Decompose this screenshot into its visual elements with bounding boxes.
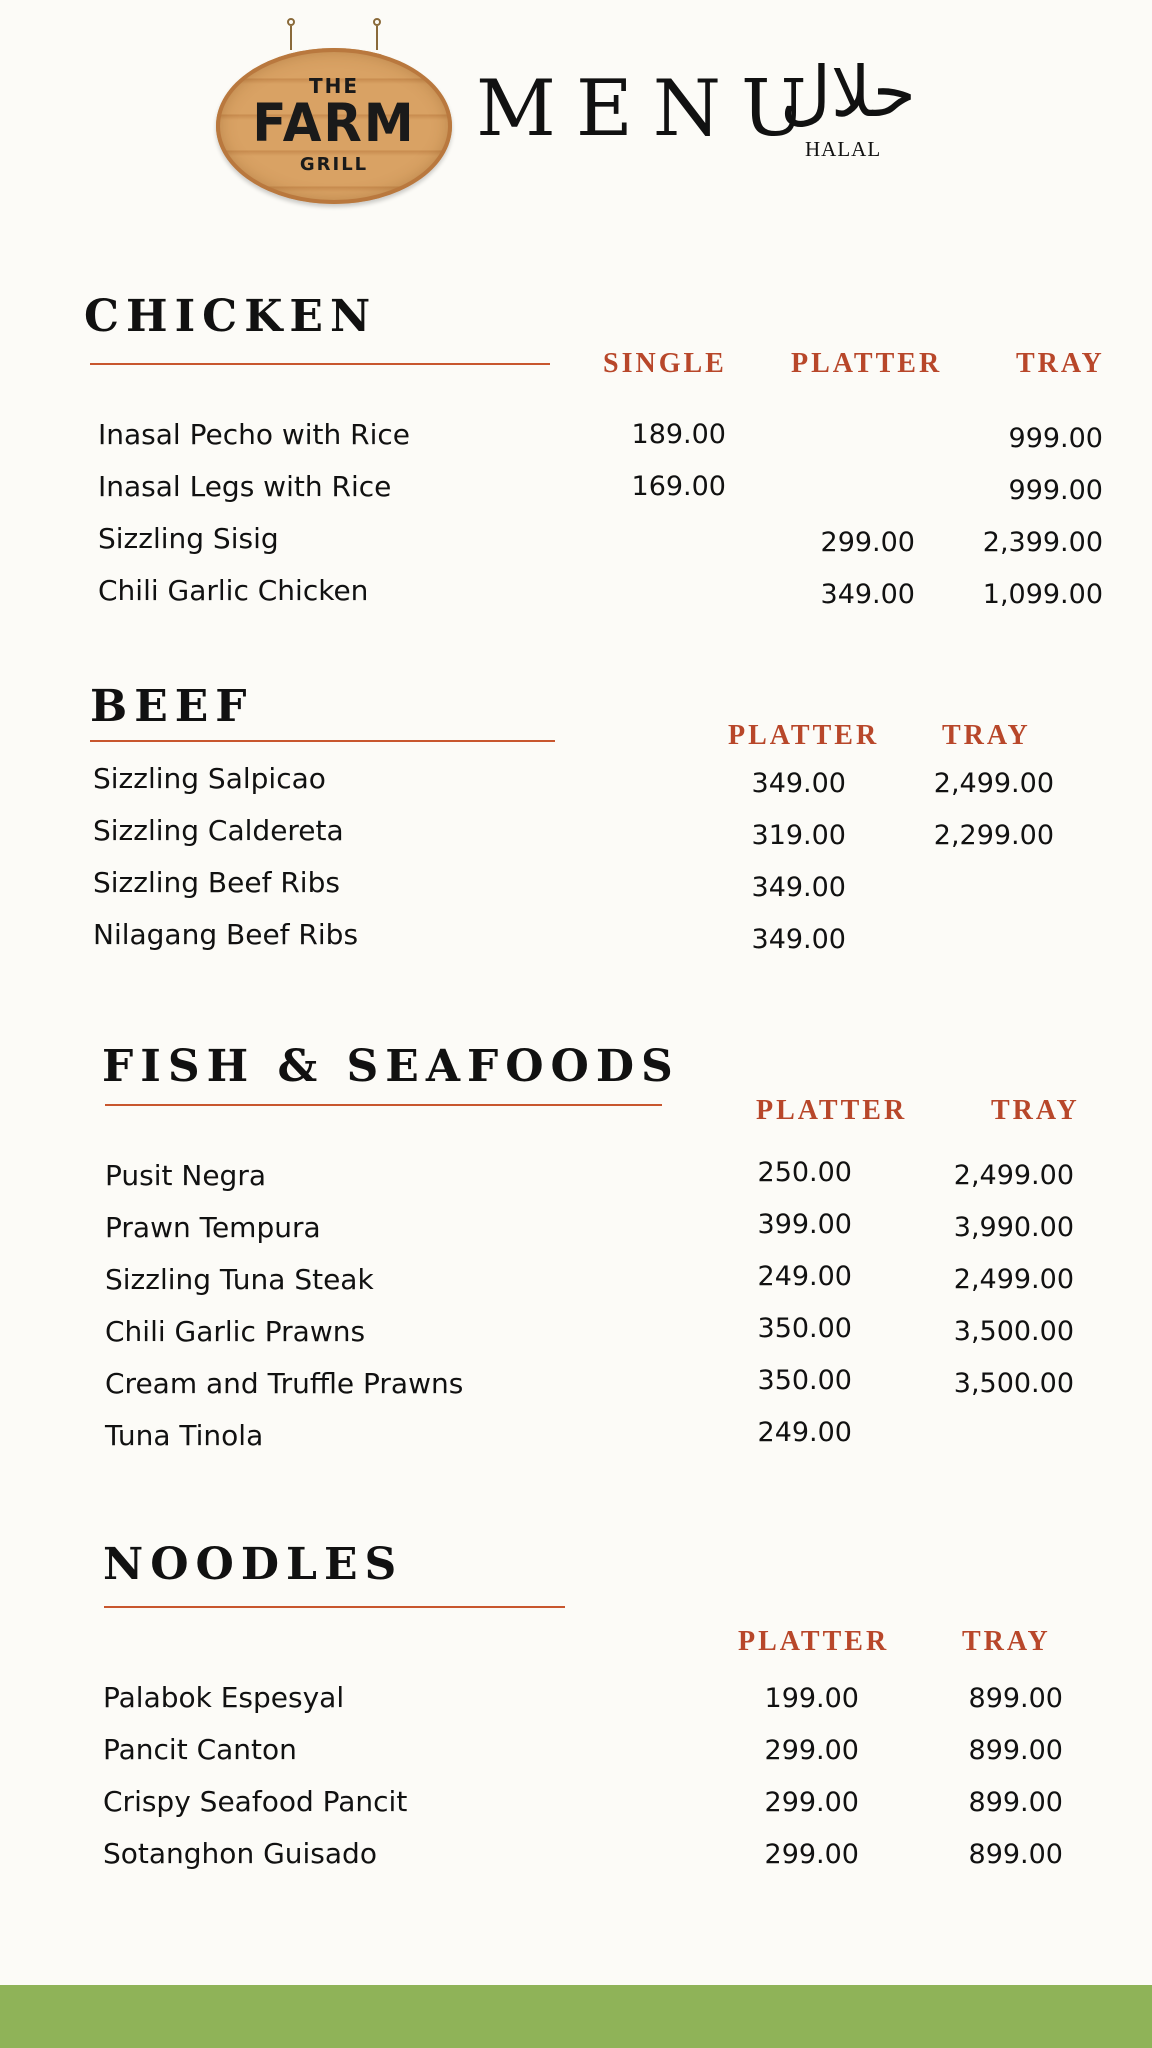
item-name: Chili Garlic Prawns: [105, 1315, 366, 1348]
price-platter: 249.00: [757, 1261, 852, 1292]
price-tray: 899.00: [968, 1735, 1063, 1766]
item-name: Cream and Truffle Prawns: [105, 1367, 464, 1400]
column-header-single: SINGLE: [603, 348, 727, 379]
halal-label: HALAL: [805, 137, 882, 161]
item-name: Pancit Canton: [103, 1733, 297, 1766]
price-platter: 299.00: [820, 527, 915, 558]
price-platter: 249.00: [757, 1417, 852, 1448]
price-platter: 349.00: [751, 924, 846, 955]
item-name: Sizzling Salpicao: [93, 762, 326, 795]
item-name: Nilagang Beef Ribs: [93, 918, 359, 951]
section-title-seafood: FISH & SEAFOODS: [102, 1041, 680, 1092]
price-tray: 3,990.00: [953, 1212, 1074, 1243]
price-platter: 250.00: [757, 1157, 852, 1188]
halal-arabic-text: حلال: [780, 51, 916, 133]
item-name: Prawn Tempura: [105, 1211, 321, 1244]
logo-text-grill: GRILL: [299, 154, 369, 175]
price-tray: 2,499.00: [933, 768, 1054, 799]
logo-text-farm: FARM: [252, 92, 416, 154]
column-header-platter: PLATTER: [756, 1095, 908, 1126]
footer-bar: [0, 1985, 1152, 2048]
column-header-platter: PLATTER: [738, 1626, 890, 1657]
section-divider: [105, 1104, 662, 1106]
price-platter: 299.00: [764, 1787, 859, 1818]
price-platter: 350.00: [757, 1313, 852, 1344]
item-name: Chili Garlic Chicken: [98, 574, 369, 607]
logo-text-the: THE: [308, 74, 360, 98]
price-platter: 349.00: [751, 768, 846, 799]
column-header-platter: PLATTER: [791, 348, 943, 379]
price-tray: 1,099.00: [982, 579, 1103, 610]
item-name: Pusit Negra: [105, 1159, 266, 1192]
price-tray: 899.00: [968, 1839, 1063, 1870]
item-name: Sizzling Tuna Steak: [105, 1263, 374, 1296]
section-divider: [90, 363, 550, 365]
column-header-tray: TRAY: [1016, 348, 1105, 379]
price-platter: 349.00: [751, 872, 846, 903]
price-tray: 999.00: [1008, 423, 1103, 454]
price-platter: 349.00: [820, 579, 915, 610]
page-title: MENU: [476, 64, 827, 154]
price-tray: 999.00: [1008, 475, 1103, 506]
price-tray: 2,299.00: [933, 820, 1054, 851]
section-divider: [104, 1606, 565, 1608]
price-platter: 299.00: [764, 1839, 859, 1870]
item-name: Palabok Espesyal: [103, 1681, 345, 1714]
column-header-tray: TRAY: [962, 1626, 1051, 1657]
price-tray: 3,500.00: [953, 1368, 1074, 1399]
price-tray: 899.00: [968, 1787, 1063, 1818]
item-name: Crispy Seafood Pancit: [103, 1785, 408, 1818]
item-name: Inasal Pecho with Rice: [98, 418, 411, 451]
item-name: Inasal Legs with Rice: [98, 470, 392, 503]
section-divider: [90, 740, 555, 742]
price-platter: 350.00: [757, 1365, 852, 1396]
item-name: Sotanghon Guisado: [103, 1837, 377, 1870]
column-header-platter: PLATTER: [728, 720, 880, 751]
item-name: Sizzling Caldereta: [93, 814, 344, 847]
section-title-beef: BEEF: [90, 681, 254, 732]
price-single: 169.00: [631, 471, 726, 502]
price-platter: 399.00: [757, 1209, 852, 1240]
price-tray: 2,499.00: [953, 1160, 1074, 1191]
section-title-chicken: CHICKEN: [84, 291, 378, 342]
price-platter: 299.00: [764, 1735, 859, 1766]
column-header-tray: TRAY: [991, 1095, 1080, 1126]
price-single: 189.00: [631, 419, 726, 450]
column-header-tray: TRAY: [942, 720, 1031, 751]
price-tray: 899.00: [968, 1683, 1063, 1714]
farm-grill-logo: [216, 48, 452, 204]
section-title-noodles: NOODLES: [103, 1539, 404, 1590]
item-name: Tuna Tinola: [105, 1419, 264, 1452]
item-name: Sizzling Sisig: [98, 522, 279, 555]
price-tray: 2,499.00: [953, 1264, 1074, 1295]
price-platter: 199.00: [764, 1683, 859, 1714]
item-name: Sizzling Beef Ribs: [93, 866, 340, 899]
price-platter: 319.00: [751, 820, 846, 851]
price-tray: 2,399.00: [982, 527, 1103, 558]
price-tray: 3,500.00: [953, 1316, 1074, 1347]
